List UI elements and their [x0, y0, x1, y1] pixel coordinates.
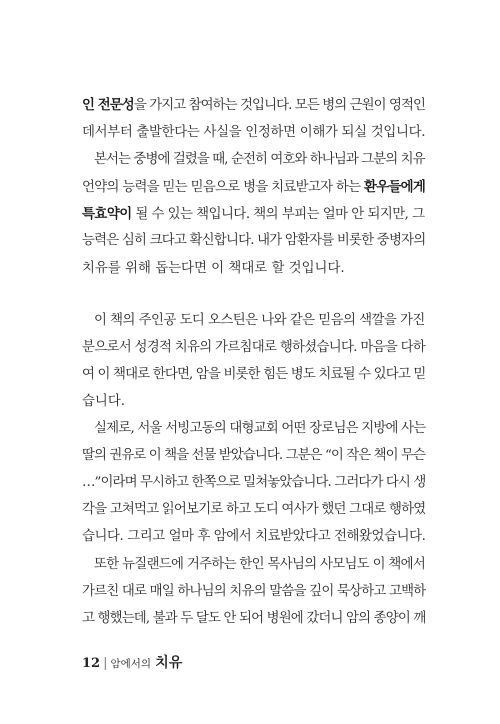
text-line	[94, 151, 425, 169]
bold-text: 특효약이	[82, 206, 132, 222]
text-line	[82, 205, 425, 224]
text-line	[94, 420, 425, 438]
text-line	[82, 501, 425, 519]
text-span: 실제로, 서울 서빙고동의 대형교회 어떤 장로님은 지방에 사는	[94, 421, 426, 436]
text-line	[82, 447, 425, 465]
bold-text: 환우들에게	[363, 179, 426, 195]
page-number: 12	[82, 656, 101, 671]
text-line	[82, 260, 345, 278]
book-title-prefix: 암에서의	[110, 658, 152, 670]
text-span: 습니다.	[82, 394, 126, 409]
text-span: 본서는 중병에 걸렸을 때, 순전히 여호와 하나님과 그분의 치유	[94, 152, 425, 167]
bold-text: 인 전문성	[82, 97, 134, 113]
text-line	[82, 124, 425, 142]
text-span: 을 가지고 참여하는 것입니다. 모든 병의 근원이 영적인	[133, 98, 426, 113]
text-span: 능력은 심히 크다고 확신합니다. 내가 암환자를 비롯한 중병자의	[82, 233, 426, 248]
footer-separator: |	[103, 656, 108, 671]
text-span: 데서부터 출발한다는 사실을 인정하면 이해가 되실 것입니다.	[82, 125, 426, 140]
text-span: 여 이 책대로 한다면, 암을 비롯한 힘든 병도 치료될 수 있다고 믿	[82, 367, 426, 382]
book-title-main: 치유	[155, 655, 183, 671]
text-span: 각을 고쳐먹고 읽어보기로 하고 도디 여사가 했던 그대로 행하였	[82, 502, 426, 517]
text-line	[94, 312, 425, 330]
text-line	[82, 96, 425, 115]
text-line	[82, 178, 425, 197]
text-span: 습니다. 그리고 얼마 후 암에서 치료받았다고 전해왔었습니다.	[82, 529, 426, 544]
text-span: …”이라며 무시하고 한쪽으로 밀쳐놓았습니다. 그러다가 다시 생	[82, 475, 426, 490]
page-footer	[82, 652, 182, 672]
text-span: 언약의 능력을 믿는 믿음으로 병을 치료받고자 하는	[82, 180, 364, 195]
text-line	[82, 232, 425, 250]
text-span: 또한 뉴질랜드에 거주하는 한인 목사님의 사모님도 이 책에서	[94, 557, 426, 572]
text-span: 이 책의 주인공 도디 오스틴은 나와 같은 믿음의 색깔을 가진	[94, 313, 425, 328]
text-span: 딸의 권유로 이 책을 선물 받았습니다. 그분은 “이 작은 책이 무슨	[82, 448, 426, 463]
text-line	[82, 339, 425, 357]
text-line	[82, 528, 425, 546]
text-span: 될 수 있는 책입니다. 책의 부피는 얼마 안 되지만, 그	[131, 207, 425, 222]
text-line	[94, 556, 425, 574]
text-line	[82, 474, 425, 492]
text-span: 분으로서 성경적 치유의 가르침대로 행하셨습니다. 마음을 다하	[82, 340, 426, 355]
text-line	[82, 366, 425, 384]
text-line	[82, 583, 425, 601]
text-line	[82, 610, 425, 628]
text-span: 고 행했는데, 불과 두 달도 안 되어 병원에 갔더니 암의 종양이 깨	[82, 611, 426, 626]
text-span: 가르친 대로 매일 하나님의 치유의 말씀을 깊이 묵상하고 고백하	[82, 584, 426, 599]
text-line	[82, 393, 125, 411]
text-span: 치유를 위해 돕는다면 이 책대로 할 것입니다.	[82, 261, 345, 276]
